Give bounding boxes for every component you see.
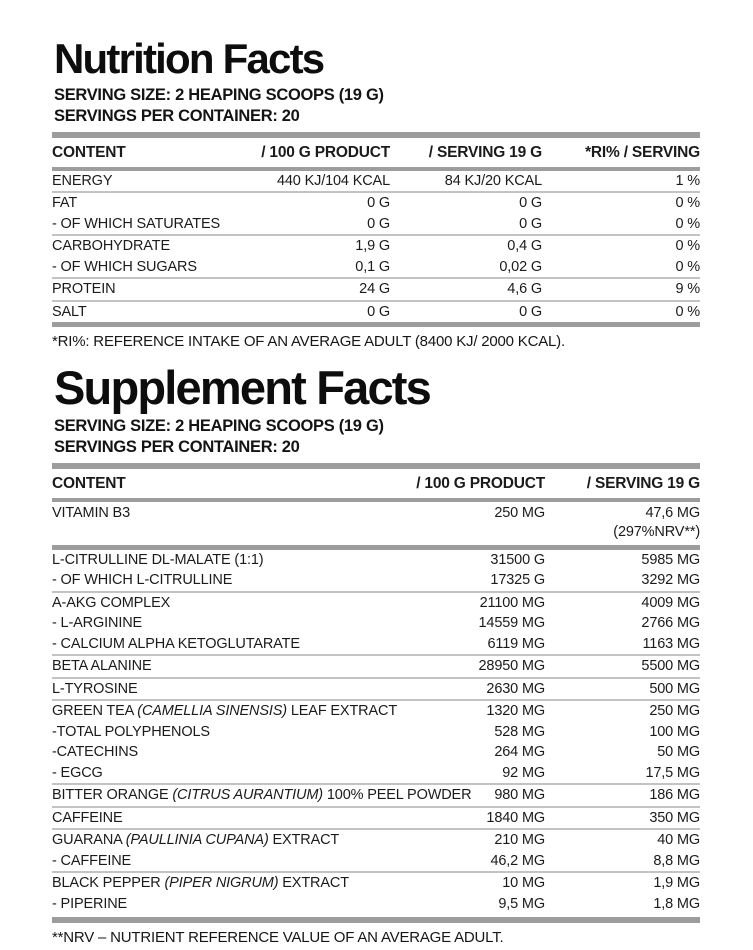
table-row <box>52 722 700 743</box>
nutrition-facts-title: Nutrition Facts <box>54 35 324 82</box>
column-header-content: CONTENT <box>52 474 126 492</box>
value-per-serving: 1,8 MG <box>653 895 700 912</box>
value-per-serving: 1163 MG <box>642 635 700 652</box>
column-header-per-serving: / SERVING 19 G <box>428 143 542 161</box>
value-per-100g: 1,9 G <box>355 238 390 255</box>
value-per-serving: 0,4 G <box>507 238 542 255</box>
table-row <box>52 593 700 614</box>
value-per-100g: 14559 MG <box>478 615 545 632</box>
row-label: - EGCG <box>52 764 103 781</box>
nutrition-facts-section <box>52 35 700 354</box>
value-per-serving: 4009 MG <box>641 594 700 611</box>
row-label: BLACK PEPPER (PIPER NIGRUM) EXTRACT <box>52 875 349 892</box>
value-per-serving: 0,02 G <box>499 258 542 275</box>
value-per-100g: 980 MG <box>494 787 545 804</box>
value-per-100g: 440 KJ/104 KCAL <box>276 172 390 189</box>
value-per-serving: 5500 MG <box>641 658 700 675</box>
value-per-serving: 17,5 MG <box>645 764 700 781</box>
value-per-serving: 1,9 MG <box>653 875 700 892</box>
value-per-serving: 0 G <box>519 303 542 320</box>
table-row <box>52 656 700 679</box>
row-label: VITAMIN B3 <box>52 504 130 521</box>
row-label: ENERGY <box>52 172 113 189</box>
value-per-100g: 9,5 MG <box>498 895 545 912</box>
column-header-content: CONTENT <box>52 143 126 161</box>
value-per-serving: 500 MG <box>649 680 700 697</box>
row-label: PROTEIN <box>52 281 116 298</box>
table-row <box>52 851 700 874</box>
value-per-100g: 0 G <box>367 215 390 232</box>
value-per-100g: 28950 MG <box>478 658 545 675</box>
nrv-footnote: **NRV – NUTRIENT REFERENCE VALUE OF AN AVERAGE ADULT. <box>52 929 504 947</box>
value-ri-percent: 0 % <box>675 238 700 255</box>
table-row <box>52 613 700 634</box>
value-per-100g: 2630 MG <box>486 680 545 697</box>
value-per-serving: 8,8 MG <box>653 852 700 869</box>
table-row <box>52 550 700 571</box>
value-per-100g: 210 MG <box>494 832 545 849</box>
table-row <box>52 634 700 657</box>
table-row <box>52 808 700 831</box>
servings-per-container-line: SERVINGS PER CONTAINER: 20 <box>54 106 300 125</box>
row-label: GUARANA (PAULLINIA CUPANA) EXTRACT <box>52 832 340 849</box>
table-row <box>52 570 700 593</box>
table-row <box>52 502 700 545</box>
value-per-100g: 264 MG <box>494 744 545 761</box>
value-per-100g: 528 MG <box>494 723 545 740</box>
serving-size-line: SERVING SIZE: 2 HEAPING SCOOPS (19 G) <box>54 417 384 436</box>
column-header-ri-percent: *RI% / SERVING <box>585 143 700 161</box>
value-per-serving: 0 G <box>519 195 542 212</box>
value-ri-percent: 9 % <box>675 281 700 298</box>
row-label: GREEN TEA (CAMELLIA SINENSIS) LEAF EXTRACT <box>52 703 398 720</box>
column-header-per-serving: / SERVING 19 G <box>586 474 700 492</box>
table-row <box>52 873 700 894</box>
row-label: BETA ALANINE <box>52 658 152 675</box>
value-per-100g: 46,2 MG <box>490 852 545 869</box>
value-per-100g: 0 G <box>367 303 390 320</box>
value-per-serving: 3292 MG <box>641 572 700 589</box>
value-per-100g: 0,1 G <box>355 258 390 275</box>
nutrition-table-header <box>52 138 700 167</box>
row-label-latin-name: (CAMELLIA SINENSIS) <box>137 703 287 720</box>
supplement-facts-title: Supplement Facts <box>54 361 431 415</box>
supplement-table-header <box>52 469 700 498</box>
table-row <box>52 830 700 851</box>
row-label: - PIPERINE <box>52 895 128 912</box>
row-label: - L-ARGININE <box>52 615 143 632</box>
value-per-100g: 0 G <box>367 195 390 212</box>
table-row <box>52 679 700 702</box>
table-row <box>52 171 700 194</box>
value-per-serving: 350 MG <box>649 809 700 826</box>
column-header-per-100g: / 100 G PRODUCT <box>261 143 390 161</box>
row-label: L-TYROSINE <box>52 680 138 697</box>
servings-per-container-line: SERVINGS PER CONTAINER: 20 <box>54 437 300 456</box>
table-row <box>52 302 700 323</box>
row-label: - OF WHICH SATURATES <box>52 215 221 232</box>
value-per-serving <box>545 504 700 543</box>
value-per-serving: 100 MG <box>649 723 700 740</box>
row-label: -TOTAL POLYPHENOLS <box>52 723 210 740</box>
value-per-100g: 92 MG <box>502 764 545 781</box>
value-per-100g: 10 MG <box>502 875 545 892</box>
table-row <box>52 785 700 808</box>
row-label: - OF WHICH L-CITRULLINE <box>52 572 233 589</box>
value-per-100g: 24 G <box>359 281 390 298</box>
table-row <box>52 257 700 280</box>
value-per-serving: 2766 MG <box>641 615 700 632</box>
value-per-serving: 186 MG <box>649 787 700 804</box>
row-label-latin-name: (CITRUS AURANTIUM) <box>172 787 323 804</box>
supplement-facts-section <box>52 361 700 950</box>
row-label: CAFFEINE <box>52 809 123 826</box>
table-row <box>52 894 700 915</box>
value-per-100g: 1320 MG <box>486 703 545 720</box>
value-per-100g: 6119 MG <box>487 635 545 652</box>
row-label-latin-name: (PAULLINIA CUPANA) <box>125 832 269 849</box>
row-label: A-AKG COMPLEX <box>52 594 171 611</box>
row-label: - OF WHICH SUGARS <box>52 258 197 275</box>
row-label-latin-name: (PIPER NIGRUM) <box>164 875 279 892</box>
value-per-100g: 17325 G <box>490 572 545 589</box>
row-label: FAT <box>52 195 78 212</box>
value-per-100g: 1840 MG <box>486 809 545 826</box>
value-ri-percent: 0 % <box>675 303 700 320</box>
table-row <box>52 763 700 786</box>
row-label: CARBOHYDRATE <box>52 238 170 255</box>
value-ri-percent: 0 % <box>675 195 700 212</box>
value-per-100g: 250 MG <box>494 504 545 521</box>
value-per-serving: 0 G <box>519 215 542 232</box>
table-row <box>52 701 700 722</box>
table-row <box>52 236 700 257</box>
serving-amount: 47,6 MG <box>645 504 700 521</box>
value-per-100g: 21100 MG <box>479 594 545 611</box>
column-header-per-100g: / 100 G PRODUCT <box>416 474 545 492</box>
table-row <box>52 214 700 237</box>
value-per-serving: 250 MG <box>649 703 700 720</box>
ri-footnote: *RI%: REFERENCE INTAKE OF AN AVERAGE ADULT (8400 KJ/ 2000 KCAL). <box>52 333 565 351</box>
value-ri-percent: 0 % <box>675 258 700 275</box>
value-per-serving: 5985 MG <box>641 551 700 568</box>
serving-size-line: SERVING SIZE: 2 HEAPING SCOOPS (19 G) <box>54 86 384 104</box>
row-label: - CALCIUM ALPHA KETOGLUTARATE <box>52 635 300 652</box>
value-per-serving: 4,6 G <box>507 281 542 298</box>
nrv-percent-note: (297%NRV**) <box>613 524 700 541</box>
row-label: BITTER ORANGE (CITRUS AURANTIUM) 100% PEEL POWDER <box>52 787 472 804</box>
table-row <box>52 742 700 763</box>
row-label: SALT <box>52 303 87 320</box>
row-label: -CATECHINS <box>52 744 139 761</box>
nutrition-label <box>52 0 700 950</box>
table-row <box>52 279 700 302</box>
value-per-serving: 50 MG <box>657 744 700 761</box>
row-label: L-CITRULLINE DL-MALATE (1:1) <box>52 551 264 568</box>
value-ri-percent: 1 % <box>675 172 700 189</box>
value-per-100g: 31500 G <box>490 551 545 568</box>
row-label: - CAFFEINE <box>52 852 132 869</box>
value-per-serving: 40 MG <box>657 832 700 849</box>
value-ri-percent: 0 % <box>675 215 700 232</box>
value-per-serving: 84 KJ/20 KCAL <box>444 172 542 189</box>
table-row <box>52 193 700 214</box>
